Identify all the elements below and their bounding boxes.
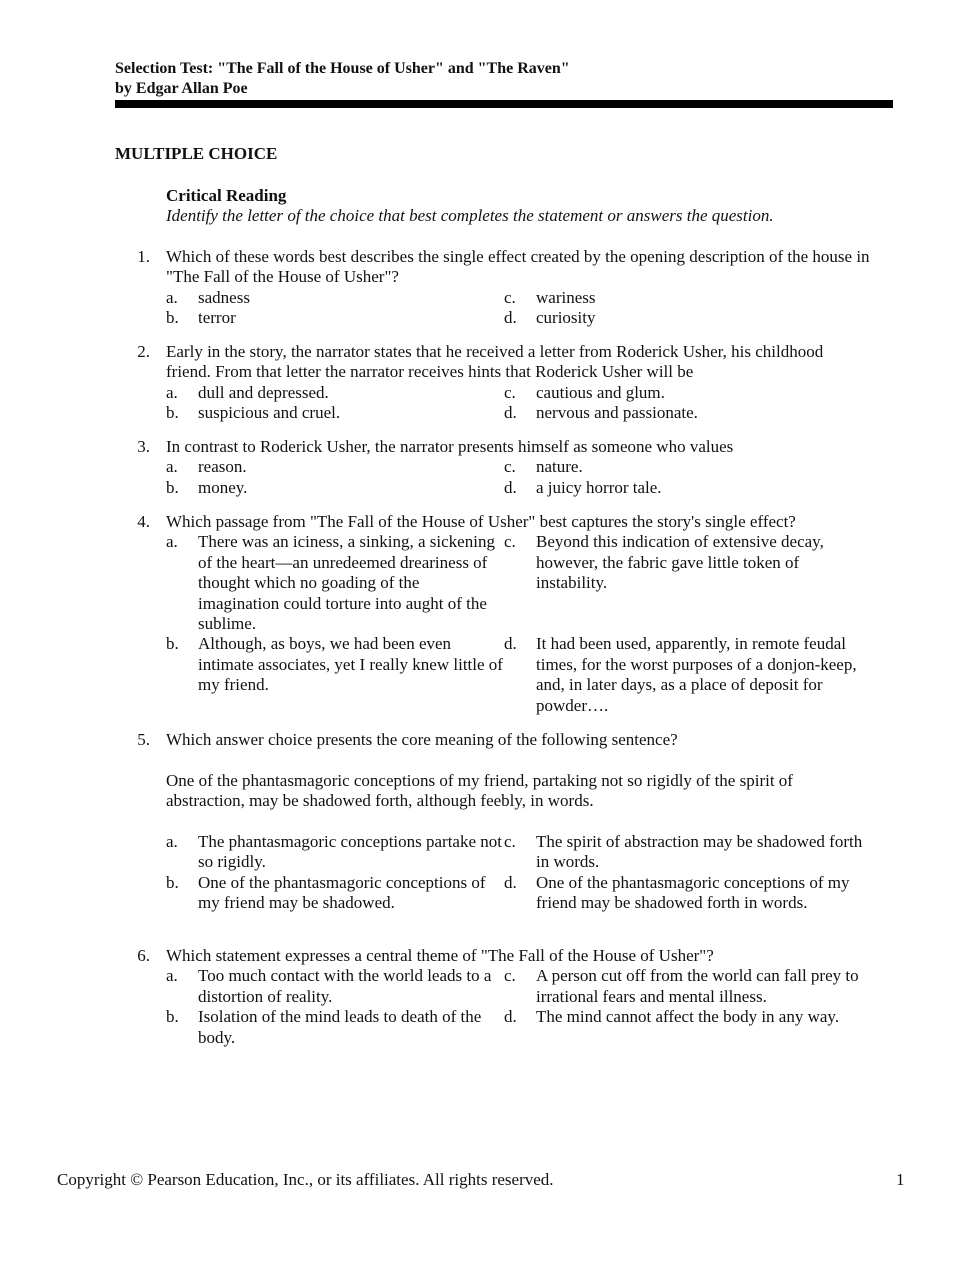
choice-text: The mind cannot affect the body in any way. [536,1007,840,1027]
choice-letter: d. [504,403,517,423]
choice-text: Isolation of the mind leads to death of the body. [198,1007,482,1047]
choices [166,832,870,914]
test-header [115,59,570,99]
choice-text: Beyond this indication of extensive decay, however, the fabric gave little token of instability. [536,532,824,593]
choice-letter: c. [504,382,516,402]
choice-text: One of the phantasmagoric conceptions of my friend may be shadowed forth in words. [536,872,850,913]
question-text: In contrast to Roderick Usher, the narrator presents himself as someone who values [166,437,734,456]
choice-letter: d. [504,634,517,654]
header-divider [115,100,893,108]
question [130,512,870,716]
test-author: by Edgar Allan Poe [115,80,248,97]
choice-text: One of the phantasmagoric conceptions of my friend may be shadowed. [198,872,486,913]
choice-text: The phantasmagoric conceptions partake not so rigidly. [198,832,502,872]
choice-letter: d. [504,872,517,892]
choice-letter: c. [504,287,516,307]
choice-letter: c. [504,832,516,851]
choice-text: There was an iciness, a sinking, a sickening of the heart—an unredeemed dreariness of thought which no goading of the imagination could torture into aught of the sublime. [198,532,495,634]
question-text: Early in the story, the narrator states that he received a letter from Roderick Usher, his childhood friend. From that letter the narrator receives hints that Roderick Usher will be [166,342,824,382]
test-title: Selection Test: "The Fall of the House of Usher" and "The Raven" [115,60,570,77]
question [130,730,870,914]
choice-letter: d. [504,308,517,328]
choice-letter: c. [504,532,516,552]
choices [166,532,870,716]
page-number: 1 [896,1170,905,1189]
choice-text: curiosity [536,308,596,328]
question-text: Which answer choice presents the core meaning of the following sentence? [166,730,678,749]
choice-letter: d. [504,477,517,497]
choice-text: nervous and passionate. [536,403,698,423]
choice-text: terror [198,308,236,328]
choice-letter: d. [504,1007,517,1027]
choices [166,457,870,498]
choice-letter: a. [166,966,178,986]
choice-text: nature. [536,457,583,477]
section-heading: MULTIPLE CHOICE [115,144,278,163]
copyright: Copyright © Pearson Education, Inc., or its affiliates. All rights reserved. [57,1170,554,1189]
choice-text: dull and depressed. [198,382,329,402]
question-text: Which of these words best describes the single effect created by the opening description of the house in "The Fall of the House of Usher"? [166,247,870,287]
question-number: 2. [137,342,150,361]
question-text: Which passage from "The Fall of the House of Usher" best captures the story's single effect? [166,512,796,531]
choices [166,966,870,1048]
choice-text: sadness [198,287,250,307]
subsection-title: Critical Reading [166,186,287,205]
choice-text: Too much contact with the world leads to a distortion of reality. [198,966,492,1006]
choice-letter: b. [166,634,179,654]
choice-letter: a. [166,382,178,402]
question-number: 1. [137,247,150,266]
choice-text: money. [198,477,248,497]
choice-text: cautious and glum. [536,382,665,402]
question-number: 5. [137,730,150,749]
subsection [166,186,866,227]
choice-letter: a. [166,457,178,477]
choice-text: A person cut off from the world can fall prey to irrational fears and mental illness. [536,966,859,1006]
choice-letter: c. [504,457,516,477]
question [130,946,870,1048]
instructions: Identify the letter of the choice that best completes the statement or answers the question. [166,206,774,226]
choice-letter: b. [166,308,179,328]
quoted-passage: One of the phantasmagoric conceptions of my friend, partaking not so rigidly of the spirit of abstraction, may be shadowed forth, although feebly, in words. [166,770,793,811]
choice-letter: a. [166,532,178,552]
choice-letter: b. [166,403,179,423]
choices [166,383,870,424]
choice-text: wariness [536,287,596,307]
choice-letter: b. [166,872,179,892]
question-text: Which statement expresses a central theme of "The Fall of the House of Usher"? [166,946,714,965]
question [130,437,870,498]
choices [166,288,870,329]
choice-letter: a. [166,832,178,851]
choice-letter: b. [166,1007,179,1027]
choice-text: It had been used, apparently, in remote feudal times, for the worst purposes of a donjon-keep, and, in later days, as a place of deposit for powder…. [536,634,857,715]
choice-letter: a. [166,287,178,307]
question [130,342,870,424]
choice-text: The spirit of abstraction may be shadowed forth in words. [536,832,863,872]
choice-text: a juicy horror tale. [536,477,662,497]
choice-text: Although, as boys, we had been even intimate associates, yet I really knew little of my friend. [198,634,503,695]
question-number: 4. [137,512,150,531]
choice-letter: c. [504,966,516,986]
choice-letter: b. [166,477,179,497]
choice-text: suspicious and cruel. [198,403,341,423]
question [130,247,870,329]
choice-text: reason. [198,457,247,477]
question-number: 6. [137,946,150,965]
question-number: 3. [137,437,150,456]
